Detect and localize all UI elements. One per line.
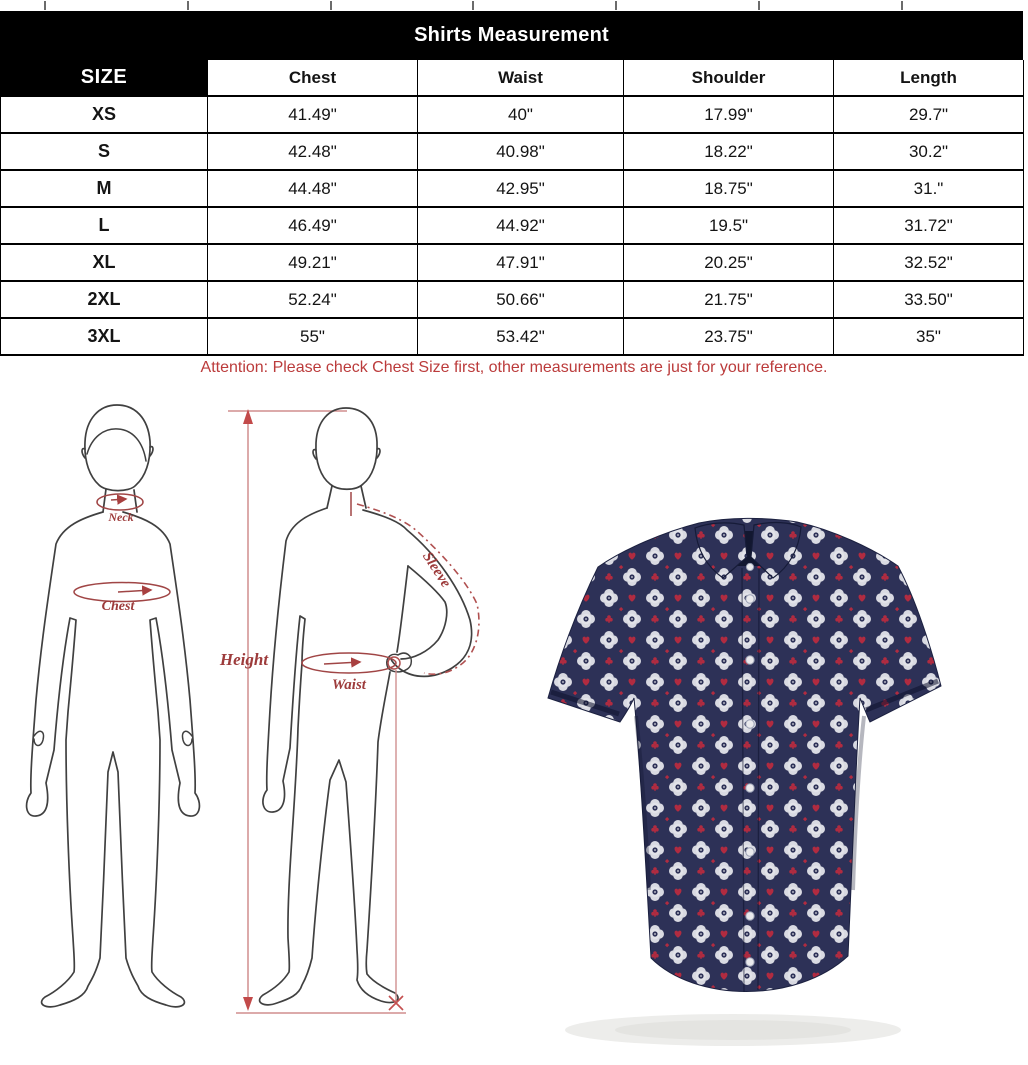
tick-mark xyxy=(472,1,474,10)
sleeve-dash-line xyxy=(357,504,479,674)
table-row xyxy=(1,281,1024,318)
tick-mark xyxy=(758,1,760,10)
size-label: XS xyxy=(1,96,208,133)
column-header: Chest xyxy=(208,60,418,96)
attention-note: Attention: Please check Chest Size first, other measurements are just for your reference. xyxy=(200,359,828,376)
size-table-body xyxy=(1,96,1024,355)
back-body-outline xyxy=(260,508,398,1005)
measurement-cell: 35" xyxy=(834,318,1024,355)
measurement-cell: 20.25" xyxy=(624,244,834,281)
height-label: Height xyxy=(219,650,269,669)
front-head xyxy=(85,405,150,491)
size-label: M xyxy=(1,170,208,207)
measurement-cell: 42.95" xyxy=(418,170,624,207)
measurement-cell: 30.2" xyxy=(834,133,1024,170)
back-hip-edge xyxy=(397,566,408,652)
front-hand-right xyxy=(183,731,192,745)
measurement-cell: 50.66" xyxy=(418,281,624,318)
measurement-diagram xyxy=(0,383,520,1043)
button xyxy=(746,656,754,664)
table-row xyxy=(1,207,1024,244)
shirt-shadow-core xyxy=(615,1020,851,1040)
table-row xyxy=(1,170,1024,207)
size-column-header: SIZE xyxy=(1,60,208,96)
measurement-cell: 46.49" xyxy=(208,207,418,244)
height-arrow-down xyxy=(243,997,253,1011)
size-label: S xyxy=(1,133,208,170)
table-title: Shirts Measurement xyxy=(0,11,1023,60)
size-label: L xyxy=(1,207,208,244)
size-label: XL xyxy=(1,244,208,281)
tick-mark xyxy=(187,1,189,10)
measurement-cell: 19.5" xyxy=(624,207,834,244)
measurement-cell: 18.22" xyxy=(624,133,834,170)
table-row xyxy=(1,96,1024,133)
measurement-cell: 21.75" xyxy=(624,281,834,318)
waist-label: Waist xyxy=(332,677,366,693)
size-table-head-row xyxy=(1,60,1024,96)
front-hairline xyxy=(87,429,146,461)
tick-mark xyxy=(44,1,46,10)
column-header: Length xyxy=(834,60,1024,96)
button xyxy=(746,912,754,920)
neck-label: Neck xyxy=(108,510,134,524)
measurement-cell: 18.75" xyxy=(624,170,834,207)
table-row xyxy=(1,244,1024,281)
top-tick-strip xyxy=(0,0,1028,11)
button xyxy=(746,563,753,570)
waist-arrow xyxy=(324,662,360,664)
tick-mark xyxy=(330,1,332,10)
measurement-cell: 44.48" xyxy=(208,170,418,207)
sleeve-label: Sleeve xyxy=(418,549,454,591)
measurement-cell: 42.48" xyxy=(208,133,418,170)
size-table xyxy=(0,60,1024,356)
button xyxy=(746,720,754,728)
measurement-cell: 29.7" xyxy=(834,96,1024,133)
height-measure xyxy=(228,411,406,1013)
button xyxy=(746,958,754,966)
measurement-cell: 44.92" xyxy=(418,207,624,244)
size-label: 2XL xyxy=(1,281,208,318)
measurement-cell: 31." xyxy=(834,170,1024,207)
front-hand-left xyxy=(34,731,43,745)
column-header: Waist xyxy=(418,60,624,96)
chest-arrow xyxy=(118,590,151,592)
measurement-cell: 17.99" xyxy=(624,96,834,133)
button xyxy=(746,595,754,603)
column-header: Shoulder xyxy=(624,60,834,96)
product-shirt-image xyxy=(525,492,1015,1057)
measurement-cell: 52.24" xyxy=(208,281,418,318)
button xyxy=(746,784,754,792)
measurement-cell: 33.50" xyxy=(834,281,1024,318)
measurement-cell: 32.52" xyxy=(834,244,1024,281)
measurement-cell: 47.91" xyxy=(418,244,624,281)
measurement-cell: 23.75" xyxy=(624,318,834,355)
tick-mark xyxy=(901,1,903,10)
size-label: 3XL xyxy=(1,318,208,355)
button xyxy=(746,848,754,856)
measurement-cell: 49.21" xyxy=(208,244,418,281)
measurement-cell: 41.49" xyxy=(208,96,418,133)
measurement-cell: 40" xyxy=(418,96,624,133)
measurement-cell: 31.72" xyxy=(834,207,1024,244)
neck-arrow xyxy=(111,499,126,500)
front-figure xyxy=(27,405,200,1007)
measurement-cell: 40.98" xyxy=(418,133,624,170)
chest-label: Chest xyxy=(101,599,135,614)
table-row xyxy=(1,318,1024,355)
front-body-outline xyxy=(27,512,200,1007)
measurement-cell: 53.42" xyxy=(418,318,624,355)
back-arm-outer xyxy=(363,510,472,676)
shirt-body xyxy=(548,518,941,991)
tick-mark xyxy=(615,1,617,10)
back-head xyxy=(316,408,377,489)
back-figure xyxy=(260,408,472,1005)
table-row xyxy=(1,133,1024,170)
measurement-cell: 55" xyxy=(208,318,418,355)
